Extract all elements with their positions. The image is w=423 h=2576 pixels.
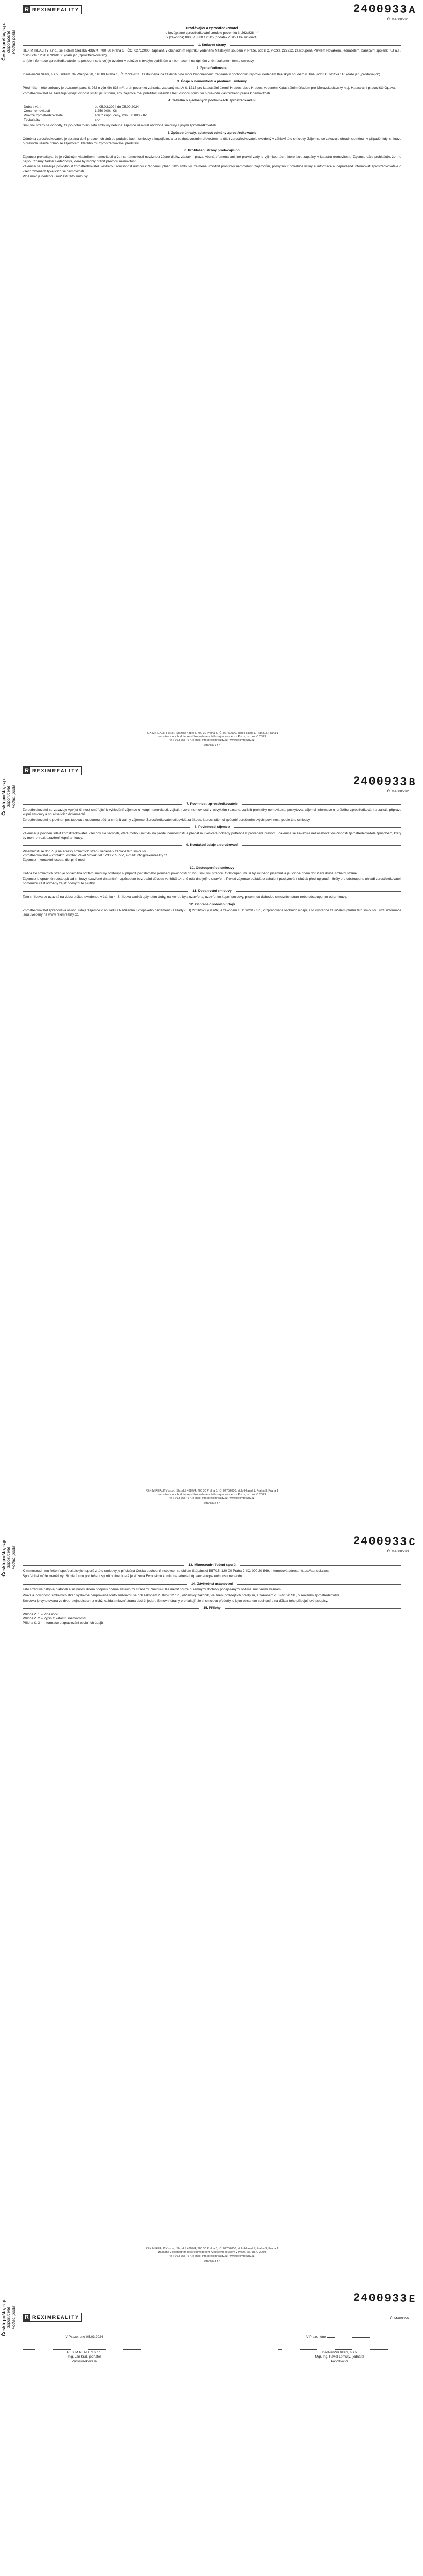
page-footer: REXIM REALITY s.r.o., Slezská 4387/4, 700 30 Praha 3, IČ: 02752000, sídlo Hlavní 1, Praha 3, Praha 1 zapsána v obchodním rejstříku vedeném Městským soudem v Praze, sp. zn. C 2009 tel.: 733 755 777, e-mail: info@reximreality.cz, www.reximreality.cz Stránka 1 z 4 xyxy=(23,732,401,748)
document-number: 2400933A xyxy=(352,2,416,17)
section-heading: 13. Mimosoudní řešení sporů xyxy=(23,1563,401,1568)
signature-left: V Praze, dne 05.03.2024 REXIM REALITY s.r.o. Ing. Jan Král, jednatel Zprostředkovatel xyxy=(23,2335,146,2364)
section-heading: 10. Odstoupení od smlouvy xyxy=(23,866,401,871)
signature-block xyxy=(23,2335,401,2364)
company-logo: R REXIMREALITY xyxy=(23,2313,82,2322)
section-heading: 2. Zprostředkovatel xyxy=(23,66,401,71)
date-value: 05.03.2024 xyxy=(86,2335,103,2339)
reference-number: Č. MA00056/1 xyxy=(387,18,409,21)
postal-stamp: Česká pošta, s.p. doporučeně Podací pošta xyxy=(1,1538,16,1577)
section-text: Zájemce je oprávněn odstoupit od smlouvy uzavřené distančním způsobem bez udání důvodu ve lhůtě 14 dnů ode dne jejího uzavření. Pokud zájemce požádá o zahájení poskytování služeb před uplynutím lhůty pro odstoupení, uhradí zprostředkovateli poměrnou část odměny za již poskytnuté služby. xyxy=(23,877,401,886)
section-heading: 8. Povinnosti zájemce xyxy=(23,825,401,830)
section-text: Zájemce prohlašuje, že je výlučným vlastníkem nemovitosti a že na nemovitosti neváznou žádné dluhy, zástavní práva, věcná břemena ani jiné právní vady, s výjimkou těch, které jsou zapsány v katastru nemovitostí. Zájemce dále prohlašuje, že mu nejsou známy žádné skutečnosti, které by mohly bránit převodu nemovitosti. xyxy=(23,155,401,163)
section-text: K mimosoudnímu řešení spotřebitelských sporů z této smlouvy je příslušná Česká obchodní inspekce, se sídlem Štěpánská 567/15, 120 00 Praha 2, IČ: 000 20 869, internetová adresa: https://adr.coi.cz/cs. xyxy=(23,1569,331,1573)
page-2-body xyxy=(23,799,401,919)
section-heading: 1. Smluvní strany xyxy=(23,43,401,48)
document-number: 2400933C xyxy=(352,1534,416,1549)
page-footer: REXIM REALITY s.r.o., Slezská 4387/4, 700 30 Praha 3, IČ: 02752000, sídlo Hlavní 1, Praha 3, Praha 1 zapsána v obchodním rejstříku vedeném Městským soudem v Praze, sp. zn. C 2009 tel.: 733 755 777, e-mail: info@reximreality.cz, www.reximreality.cz Stránka 2 z 4 xyxy=(23,1489,401,1505)
contact-line: Zájemce – kontaktní osoba: dle plné moci xyxy=(23,858,85,862)
section-heading: 14. Závěrečná ustanovení xyxy=(23,1582,401,1587)
section-text: Zprostředkovatel se zavazuje vyvíjet činnost směřující k vyhledání zájemce o koupi nemovitosti, zajistit inzerci nemovitosti v obvyklém rozsahu, zajistit prohlídky nemovitosti, poskytovat zájemci informace o průběhu zprostředkování a zajistit přípravu kupní smlouvy a souvisejících dokumentů. xyxy=(23,808,401,817)
attachment-item: Příloha č. 2 – Výpis z katastru nemovitostí xyxy=(23,1617,86,1621)
section-heading: 3. Údaje o nemovitosti a předmětu smlouvy xyxy=(23,80,401,84)
page-number: Stránka 2 z 4 xyxy=(203,1501,221,1505)
section-text: Zájemce je povinen sdělit zprostředkovateli všechny skutečnosti, které mohou mít vliv na prodej nemovitosti, a předat mu veškeré doklady potřebné k provedení převodu. Zájemce se zavazuje nezasahovat do činnosti zprostředkovatele způsobem, který by mohl ohrozit uzavření kupní smlouvy. xyxy=(23,831,401,840)
section-text: Práva a povinnosti smluvních stran výslovně neupravené touto smlouvou se řídí zákonem č. 89/2012 Sb., občanský zákoník, ve znění pozdějších předpisů, a zákonem č. 39/2020 Sb., o realitním zprostředkování. xyxy=(23,1593,340,1597)
document-number: 2400933E xyxy=(352,2291,416,2306)
place-date-label: V Praze, dne xyxy=(306,2335,326,2339)
section-text: Smluvní strany se dohodly, že po dobu trvání této smlouvy nebude zájemce uzavírat obdobné smlouvy s jinými zprostředkovateli. xyxy=(23,124,217,128)
postal-stamp: Česká pošta, s.p. doporučeně Podací pošta xyxy=(1,2298,16,2336)
contract-subtitle-2: k (zákonná) 8888 / 8888 / 2015 (dodatek číslo 1 ke smlouvě) xyxy=(166,36,258,40)
section-text: Tato smlouva se uzavírá na dobu určitou uvedenou v článku 4. Smlouva zaniká uplynutím doby, na kterou byla uzavřena, uzavřením kupní smlouvy, písemnou dohodou smluvních stran nebo odstoupením od smlouvy. xyxy=(23,895,347,899)
section-text: Každá ze smluvních stran je oprávněna od této smlouvy odstoupit v případě podstatného porušení povinností druhou smluvní stranou. Odstoupení musí být učiněno písemně a je účinné dnem doručení druhé smluvní straně. xyxy=(23,872,358,876)
section-text: Zprostředkovatel se zavazuje vyvíjet činnost směřující k tomu, aby zájemce měl příležitost uzavřít s třetí osobou smlouvu o převodu vlastnického práva k nemovitosti. xyxy=(23,91,271,95)
page-number: Stránka 3 z 4 xyxy=(203,2259,221,2263)
page-footer: REXIM REALITY s.r.o., Slezská 4387/4, 700 30 Praha 3, IČ: 02752000, sídlo Hlavní 1, Praha 3, Praha 1 zapsána v obchodním rejstříku vedeném Městským soudem v Praze, sp. zn. C 2009 tel.: 733 755 777, e-mail: info@reximreality.cz, www.reximreality.cz Stránka 3 z 4 xyxy=(23,2247,401,2263)
table-row: Doba trvání od 05.03.2024 do 05.09.2024 xyxy=(24,105,139,109)
section-text: Předmětem této smlouvy je pozemek parc. č. 262 o výměře 838 m², druh pozemku zahrada, zapsaný na LV č. 1215 pro katastrální území Hradec, obec Hradec, vedeném Katastrálním úřadem pro Moravskoslezský kraj, Katastrální pracoviště Opava. xyxy=(23,86,396,90)
section-text: Odměna zprostředkovatele je splatná do 5 pracovních dnů od podpisu kupní smlouvy s kupujícím, a to bezhotovostním převodem na účet zprostředkovatele uvedený v záhlaví této smlouvy. Zájemce se zavazuje uhradit odměnu i v případě, kdy smlouvu o převodu uzavře přímo se zájemcem, kterého mu zprostředkovatel představil. xyxy=(23,137,401,145)
contact-line: Písemnosti se doručují na adresy smluvních stran uvedené v záhlaví této smlouvy. xyxy=(23,849,147,853)
table-row: Cena nemovitosti 1 250 000,- Kč xyxy=(24,109,117,113)
section-text: Tato smlouva nabývá platnosti a účinnosti dnem podpisu oběma smluvními stranami. Smlouvu lze měnit pouze písemnými dodatky podepsanými oběma smluvními stranami. xyxy=(23,1588,283,1592)
section-text: a. (dle informace zprostředkovatele na poslední stránce) je uveden v položce s trvalým bydlištěm a informacemi na úplném znění zákonem tomto smlouvy xyxy=(23,59,254,63)
reference-number: Č. MA00056/3 xyxy=(387,1550,409,1553)
section-text: Spotřebitel může rovněž využít platformu pro řešení sporů online, která je zřízena Evropskou komisí na adrese http://ec.europa.eu/consumers/odr/. xyxy=(23,1574,243,1579)
section-text: Insolvenční řízení, s.r.o., sídlem Na Příkopě 28, 110 00 Praha 1, IČ: 27242811, zastoupená na základě plné moci zmocněncem, zapsaná v obchodním rejstříku vedeném Krajským soudem v Brně, oddíl C, vložka 110 (dále jen „prodávající“). xyxy=(23,72,381,76)
signature-right: V Praze, dne Insolvenční řízení, s.r.o. Mgr. Ing. Pavel Lomský, jednatel Prodávající xyxy=(278,2335,401,2364)
document-number: 2400933B xyxy=(352,774,416,789)
company-logo: R REXIMREALITY xyxy=(23,5,82,14)
attachment-item: Příloha č. 3 – Informace o zpracování osobních údajů xyxy=(23,1621,103,1625)
table-row: Provize zprostředkovatele 4 % z kupní ceny, min. 50 000,- Kč xyxy=(24,113,147,117)
terms-table xyxy=(23,105,187,123)
section-heading: 15. Přílohy xyxy=(23,1606,401,1611)
section-text: Plná moc je nedílnou součástí této smlouvy. xyxy=(23,175,89,179)
contract-title: Prodávající a zprostředkovatel xyxy=(186,27,238,30)
contact-line: Zprostředkovatel – kontaktní osoba: Pavel Novák, tel.: 733 755 777, e-mail: info@reximreality.cz xyxy=(23,854,167,858)
section-heading: 12. Ochrana osobních údajů xyxy=(23,903,401,907)
section-text: Zprostředkovatel zpracovává osobní údaje zájemce v souladu s Nařízením Evropského parlamentu a Rady (EU) 2016/679 (GDPR) a zákonem č. 110/2019 Sb., o zpracování osobních údajů, a to výhradně za účelem plnění této smlouvy. Bližší informace jsou uvedeny na www.reximreality.cz. xyxy=(23,908,401,917)
postal-stamp: Česká pošta, s.p. doporučeně Podací pošta xyxy=(1,23,16,61)
page-1-body xyxy=(23,27,401,180)
contract-subtitle: o bezúplatné zprostředkování prodeje pozemku č. 262/838 m² xyxy=(165,31,259,35)
section-heading: 6. Prohlášení strany prodávajícího xyxy=(23,149,401,154)
company-logo: R REXIMREALITY xyxy=(23,766,82,775)
section-heading: 9. Kontaktní údaje a doručování xyxy=(23,843,401,848)
contract-page-2 xyxy=(0,758,423,1516)
section-text: Zájemce se zavazuje poskytnout zprostředkovateli veškerou součinnost nutnou k řádnému plnění této smlouvy, zejména umožnit prohlídky nemovitosti zájemcům, poskytnout potřebné listiny a informace a neprodleně informovat zprostředkovatele o všech změnách týkajících se nemovitosti. xyxy=(23,165,401,173)
reference-number: Č. MA00056/2 xyxy=(387,790,409,793)
postal-stamp: Česká pošta, s.p. doporučeně Podací pošta xyxy=(1,777,16,816)
contract-page-1 xyxy=(0,0,423,758)
section-text: Smlouva je vyhotovena ve dvou stejnopisech, z nichž každá smluvní strana obdrží jeden. Smluvní strany prohlašují, že si smlouvu přečetly, s jejím obsahem souhlasí a na důkaz toho připojují své podpisy. xyxy=(23,1599,328,1603)
section-text: Zprostředkovatel je povinen postupovat s odbornou péčí a chránit zájmy zájemce. Zprostředkovatel odpovídá za škodu, kterou zájemci způsobí porušením svých povinností podle této smlouvy. xyxy=(23,818,311,822)
section-heading: 5. Způsob úhrady, splatnost odměny zprostředkovatele xyxy=(23,131,401,136)
page-number: Stránka 1 z 4 xyxy=(203,743,221,747)
section-heading: 7. Povinnosti zprostředkovatele xyxy=(23,802,401,807)
reference-number: Č. MA00056 xyxy=(390,2317,409,2320)
section-heading: 4. Tabulka o sjednaných podmínkách zprostředkování xyxy=(23,99,401,104)
section-heading: 11. Doba trvání smlouvy xyxy=(23,889,401,894)
page-4-body xyxy=(23,2330,401,2364)
place-date-label: V Praze, dne xyxy=(65,2335,85,2339)
contract-page-4 xyxy=(0,2274,423,2576)
page-3-body xyxy=(23,1560,401,1626)
attachment-item: Příloha č. 1 – Plná moc xyxy=(23,1612,58,1616)
contract-page-3 xyxy=(0,1516,423,2274)
section-text: REXIM REALITY s.r.o., se sídlem Slezská 4387/4, 700 30 Praha 3, IČO: 02752000, zapsaná v obchodním rejstříku vedeném Městským soudem v Praze, oddíl C, vložka 222222, zastoupená Pavlem Novákem, jednatelem, bankovní spojení: KB a.s., číslo účtu 123456789/0100 (dále jen „zprostředkovatel“) xyxy=(23,49,401,57)
table-row: Exkluzivita ano xyxy=(24,118,100,122)
